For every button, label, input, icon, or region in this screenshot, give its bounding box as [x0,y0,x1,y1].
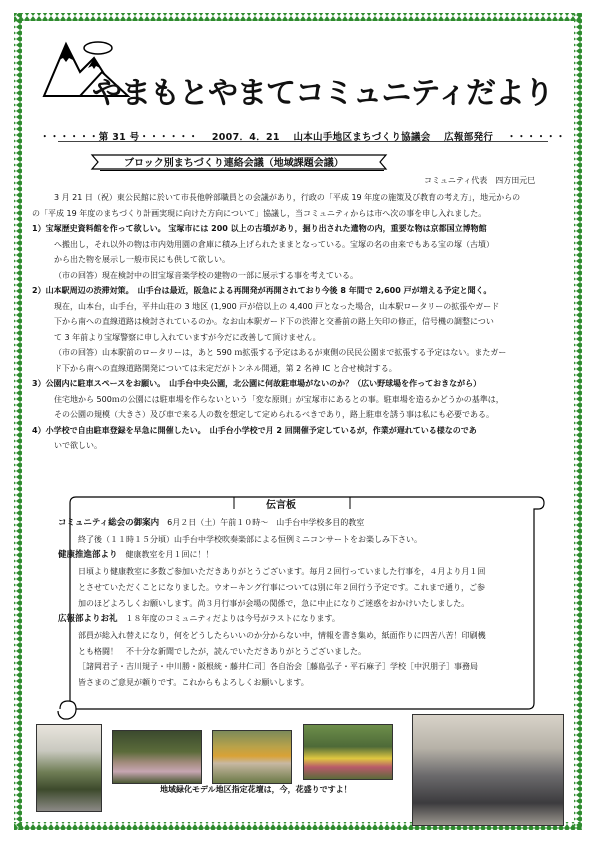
article-line: 2）山本駅周辺の渋滞対策。 山手台は最近，阪急による再開発が再開されており今後 8 年間で 2,600 戸が増える予定と聞く。 [32,286,492,295]
article-line: 住宅地から 500ｍの公園には駐車場を作らないという「変な原則」が宝塚市にあるとの事。駐車場を造るかどうかの基準は， [54,394,504,404]
notice-text: 皆さまのご意見が頼りです。これからもよろしくお願いします。 [78,678,309,688]
issue-number: ・・・・・・第 31 号・・・・・・ [40,132,199,143]
notice-line [58,644,548,660]
article-line: その公園の規模（大きさ）及び車で来る人の数を想定して定められるべきであり，路上駐車を誘う事は私にも必要である。 [54,410,494,419]
notice-text: とさせていただくことになりました。ウオーキング行事については別に年２回行う予定です。これまで通り，ご参 [78,582,485,592]
notice-line [58,675,548,691]
garden-photo-2 [112,730,202,784]
newsletter-title: やまもとやまてコミュニティだより [92,76,553,111]
article-line: いで欲しい。 [54,441,102,450]
garden-photo-3 [212,730,292,784]
photo-caption: 地域緑化モデル地区指定花壇は，今，花盛りですよ！ [160,785,352,794]
notice-line [58,547,548,564]
notice-line [58,596,548,612]
article-line: 4）小学校で自由駐車登録を早急に開催したい。 山手台小学校で月 2 回開催予定しているが，作業が遅れている様なのであ [32,425,477,435]
article-line: へ搬出し，それ以外の物は市内効用園の倉庫に積み上げられたままとなっている。宝塚の名の由来でもある宝の塚（古墳） [54,239,494,249]
notice-board-body [58,515,548,691]
notice-text: 6月２日（土）午前１０時～ 山手台中学校多目的教室 [159,518,365,527]
notice-text: １８年度のコミュニティだよりは今号がラストになります。 [117,614,340,624]
garden-photo-4 [303,724,393,780]
article-line: て 3 年前より宝塚警察に申し入れていますが今だに改善して頂けません。 [54,332,321,342]
notice-heading-general-meeting: コミュニティ総会の御案内 [58,518,160,528]
article-line: ド下から南への直線道路開発については未定だがトンネル開通，第 2 名神 IC と合せ検討する。 [54,363,397,373]
article-line: の「平成 19 年度のまちづくり計画実現に向けた方向について」協議し，当コミュニティからは市へ次の事を申し入れました。 [32,208,487,218]
notice-line [58,628,548,644]
notice-line [58,515,548,532]
article-line: 現在，山本台，山手台，平井山荘の 3 地区 (1,900 戸が倍以上の 4,400 戸となった場合，山本駅ロータリーの拡張やガード [54,301,500,311]
article-line: 下から南への直線道路は検討されているのか。なお山本駅ガード下の渋滞と交番前の路上矢印の修正，信号機の調整につい [54,317,494,326]
notice-heading-pr: 広報部よりお礼 [58,614,118,625]
notice-text: 終了後（１１時１５分頃）山手台中学校吹奏楽部による恒例ミニコンサートをお楽しみ下さい。 [78,534,422,544]
notice-text: 日頃より健康教室に多数ご参加いただきありがとうございます。毎月２回行っていました行事を，４月より月１回 [78,567,486,577]
article-line: 1）宝塚歴史資料館を作って欲しい。 宝塚市には 200 以上の古墳があり，掘り出された遺物の内，重要な物は京都国立博物館 [32,224,487,233]
article-line: （市の回答）山本駅前のロータリーは，あと 590 ｍ拡張する予定はあるが東側の民民公園まで拡張する予定はない。またガー [54,348,507,357]
article-line: 3 月 21 日（祝）東公民館に於いて市長他幹部職員との会議があり，行政の「平成 19 年度の施策及び教育の考え方」，地元からの [54,193,521,202]
notice-line [58,659,548,675]
notice-line [58,611,548,628]
article-author: コミュニティ代表 四方田元巳 [424,176,536,185]
issue-dots: ・・・・・・ [506,132,566,143]
issue-date: 2007．4．21 [211,132,280,143]
notice-line [58,532,548,548]
notice-text: ［諸岡君子・吉川規子・中川勝・阪根統・藤井仁司］各自治会［藤島弘子・平石麻子］学校［中沢朋子］事務局 [78,662,478,672]
notice-heading-health: 健康推進部より [58,550,118,561]
notice-text: 健康教室を月１回に！！ [117,550,214,560]
notice-text: 加のほどよろしくお願いします。尚３月行事が会場の関係で，急に中止になりご迷惑をおかけいたしました。 [78,598,470,608]
article-body [32,190,562,454]
notice-line [58,564,548,580]
notice-line [58,580,548,596]
garden-photo-5 [412,714,564,826]
article-heading: ブロック別まちづくり連絡会議（地域課題会議） [124,158,344,169]
article-line: 3）公園内に駐車スペースをお願い。 山手台中央公園，北公園に何故駐車場がないのか？（広い野球場を作っておきながら） [32,379,482,388]
article-line: （市の回答）現在検討中の旧宝塚音楽学校の建物の一部に展示する事を考えている。 [54,270,358,280]
publisher: 山本山手地区まちづくり協議会 [293,132,431,143]
article-line: から出た物を展示し一般市民にも供して欲しい。 [54,255,230,264]
department: 広報部発行 [444,132,494,143]
notice-text: 部員が総入れ替えになり，何をどうしたらいいのか分からない中，情報を書き集め，紙面作りに四苦八苦！印刷機 [78,630,486,640]
notice-board-title: 伝言板 [266,500,296,511]
header-divider [58,141,548,142]
garden-photo-1 [36,724,102,812]
notice-text: とも格闘！ 不十分な新聞でしたが，読んでいただきありがとうございました。 [78,646,366,656]
